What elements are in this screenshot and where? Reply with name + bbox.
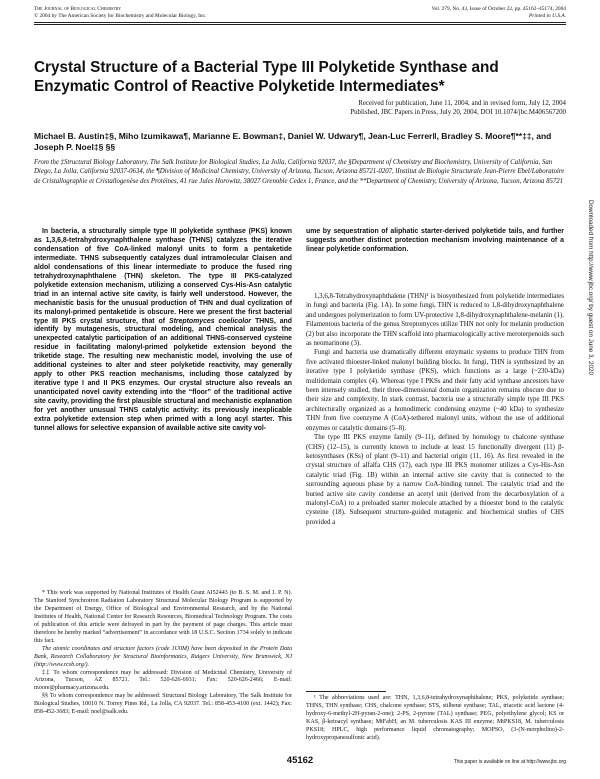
article-title: Crystal Structure of a Bacterial Type III Polyketide Synthase and Enzymatic Control of Reactive Polyketide Intermediates* (34, 59, 499, 95)
journal-name: The Journal of Biological Chemistry (34, 6, 122, 12)
published-date: Published, JBC Papers in Press, July 20, 2004, DOI 10.1074/jbc.M406567200 (350, 108, 566, 116)
received-date: Received for publication, June 11, 2004, and in revised form, July 12, 2004 (358, 100, 566, 107)
header-rule-top (34, 22, 566, 23)
abstract-text-part1: In bacteria, a structurally simple type III polyketide synthase (PKS) known as 1,3,6,8-tetrahydroxynaphthalene synthase (THNS) catalyzes the iterative condensation of five CoA-linked malonyl units to form a pentaketide intermediate. THNS subsequently catalyzes dual intramolecular Claisen and aldol condensations of this linear intermediate to produce the fused ring tetrahydroxynaphthalene (THN) skeleton. The type III PKS-catalyzed polyketide extension mechanism, utilizing a conserved Cys-His-Asn catalytic triad in an internal active site cavity, is fairly well understood. However, the mechanistic basis for the unusual production of THN and dual cyclization of its malonyl-primed pentaketide is obscure. Here we present the first bacterial type III PKS crystal structure, that of (34, 228, 292, 325)
download-watermark: Downloaded from http://www.jbc.org/ by guest on June 3, 2020 (587, 200, 594, 376)
body-paragraph: The type III PKS enzyme family (9–11), defined by homology to chalcone synthase (CHS) (12–15), is currently known to include at least 15 functionally divergent (11) β-ketosynthases (KSs) of plant (9–11) and bacterial origin (11, 16). As first revealed in the crystal structure of alfalfa CHS (17), each type III PKS monomer utilizes a Cys-His-Asn catalytic triad (Fig. 1B) within an internal active site cavity that is connected to the surrounding aqueous phase by a narrow CoA-binding tunnel. The catalytic triad and the buried active site cavity condense an acetyl unit (derived from the decarboxylation of a malonyl-CoA) to a preloaded starter molecule attached by a thioester bond to the catalytic cysteine (18). Subsequent structure-guided mutagenic and biochemical studies of CHS provided a (306, 434, 564, 526)
page-number: 45162 (286, 755, 314, 766)
coordinates-footnote: The atomic coordinates and structure factors (code 1U0M) have been deposited in the Protein Data Bank, Research Collaboratory for Structural Bioinformatics, Rutgers University, New Brunswick, NJ (http://www.rcsb.org/). (34, 645, 292, 668)
correspondence-footnote: ‡‡ To whom correspondence may be addressed: Division of Medicinal Chemistry, University of Arizona, Tucson, AZ 85721. Tel.: 520-626-6931; Fax: 520-626-2466; E-mail: moore@pharmacy.arizona.edu. (34, 669, 292, 692)
introduction-body (306, 292, 564, 527)
correspondence-footnote: §§ To whom correspondence may be addressed: Structural Biology Laboratory, The Salk Institute for Biological Studies, 10010 N. Torrey Pines Rd., La Jolla, CA 92037. Tel.: 858-453-4100 (ext. 1442); Fax: 858-452-3683; E-mail: noel@salk.edu. (34, 693, 292, 716)
body-paragraph: Fungi and bacteria use dramatically different enzymatic systems to produce THN from five activated thioester-linked malonyl building blocks. In fungi, THN is synthesized by an iterative type I polyketide synthase (PKS), which functions as a large (~230-kDa) multidomain complex (4). Whereas type I PKSs and their fatty acid synthase ancestors have been intensely studied, their three-dimensional domain organization remains obscure due to their size and complexity. In stark contrast, bacteria use a structurally simple type III PKS architecturally organized as a homodimeric condensing enzyme (~40 kDa) to synthesize THN from five coenzyme A (CoA)-tethered malonyl units, without the use of additional enzymes or catalytic domains (5–8). (306, 349, 564, 432)
footnotes-right (306, 695, 564, 743)
affiliations: From the ‡Structural Biology Laboratory, The Salk Institute for Biological Studies, La Jolla, California 92037, the §Department of Chemistry and Biochemistry, University of California, San Diego, La Jolla, California 92037-0634, the ¶Division of Medicinal Chemistry, University of Arizona, Tucson, Arizona 85721-0207, ‖Institut de Biologie Structurale Jean-Pierre Ebel/Laboratoire de Cristallographie et Cristallogenèse des Protéines, 41 rue Jules Horowitz, 38027 Grenoble Cedex 1, France, and the **Department of Chemistry, University of Arizona, Tucson, Arizona 85721 (34, 159, 565, 185)
online-note: This paper is available on line at http://www.jbc.org (453, 759, 566, 765)
body-paragraph: 1,3,6,8-Tetrahydroxynaphthalene (THN)¹ is biosynthesized from polyketide intermediates in fungi and bacteria (Fig. 1A). In some fungi, THN is reduced to 1,8-dihydroxynaphthalene and undergoes polymerization to form UV-protective 1,8-dihydroxynaphthalene-melanin (1). Filamentous bacteria of the genus Streptomyces utilize THN not only for melanin production (2) but also incorporate the THN scaffold into pharmacologically active meroterpenoids such as neomarinone (3). (306, 293, 564, 348)
abstract-right-column: ume by sequestration of aliphatic starter-derived polyketide tails, and further suggests another distinct protection mechanism involving maintenance of a linear polyketide conformation. (306, 228, 564, 253)
abstract-left-column (34, 228, 292, 434)
publication-dates (246, 100, 566, 117)
footnotes-left (34, 590, 292, 717)
funding-footnote: * This work was supported by National Institutes of Health Grant AI52443 (to B. S. M. and J. P. N). The Stanford Synchrotron Radiation Laboratory Structural Molecular Biology Program is supported by the Department of Energy, Office of Biological and Environmental Research, and by the National Institutes of Health, National Center for Research Resources, Biomedical Technology Program. The costs of publication of this article were defrayed in part by the payment of page charges. This article must therefore be hereby marked “advertisement” in accordance with 18 U.S.C. Section 1734 solely to indicate this fact. (34, 590, 292, 644)
printed-in: Printed in U.S.A. (529, 12, 566, 19)
header-rule-bottom (34, 24, 566, 25)
volume-info: Vol. 279, No. 43, Issue of October 22, pp. 45162–45174, 2004 (431, 6, 566, 12)
footnote-rule (306, 691, 386, 692)
author-list: Michael B. Austin‡§, Miho Izumikawa¶, Marianne E. Bowman‡, Daniel W. Udwary¶, Jean-Luc Ferrer‖, Bradley S. Moore¶**‡‡, and Joseph P. Noel‡§ §§ (34, 131, 552, 152)
abbreviations-footnote: ¹ The abbreviations used are: THN, 1,3,6,8-tetrahydroxynaphthalene; PKS, polyketide synthase; THNS, THN synthase; CHS, chalcone synthase; STS, stilbene synthase; TAL, triacetic acid lactone (4-hydroxy-6-methyl-2H-pyran-2-one); 2-PS, 2-pyrone (TAL) synthase; PEG, polyethylene glycol; KS or KAS, β-ketoacyl synthase; MtFabH, an M. tuberculosis KAS III enzyme; MtPKS18, M. tuberculosis PKS18; HPLC, high performance liquid chromatography; MOPSO, (3-(N-morpholino)-2-hydroxypropanesulfonic acid). (306, 695, 564, 741)
species-name: Streptomyces coelicolor (169, 317, 252, 325)
running-header-left (34, 6, 206, 19)
running-header-right (431, 6, 566, 19)
abstract-text-part2: THNS, and identify by mutagenesis, structural modeling, and chemical analysis the unexpected catalytic participation of an additional THNS-conserved cysteine residue in facilitating malonyl-primed polyketide extension beyond the triketide stage. The resulting new mechanistic model, involving the use of additional cysteines to alter and steer polyketide reactivity, may generally apply to other PKS reaction mechanisms, including those catalyzed by iterative type I and II PKS enzymes. Our crystal structure also reveals an unanticipated novel cavity extending into the “floor” of the traditional active site cavity, providing the first plausible structural and mechanistic explanation for yet another unusual THNS catalytic activity: its previously inexplicable extra polyketide extension step when primed with a long acyl starter. This tunnel allows for selective expansion of available active site cavity vol- (34, 317, 292, 432)
copyright-line: © 2004 by The American Society for Biochemistry and Molecular Biology, Inc. (34, 12, 207, 19)
